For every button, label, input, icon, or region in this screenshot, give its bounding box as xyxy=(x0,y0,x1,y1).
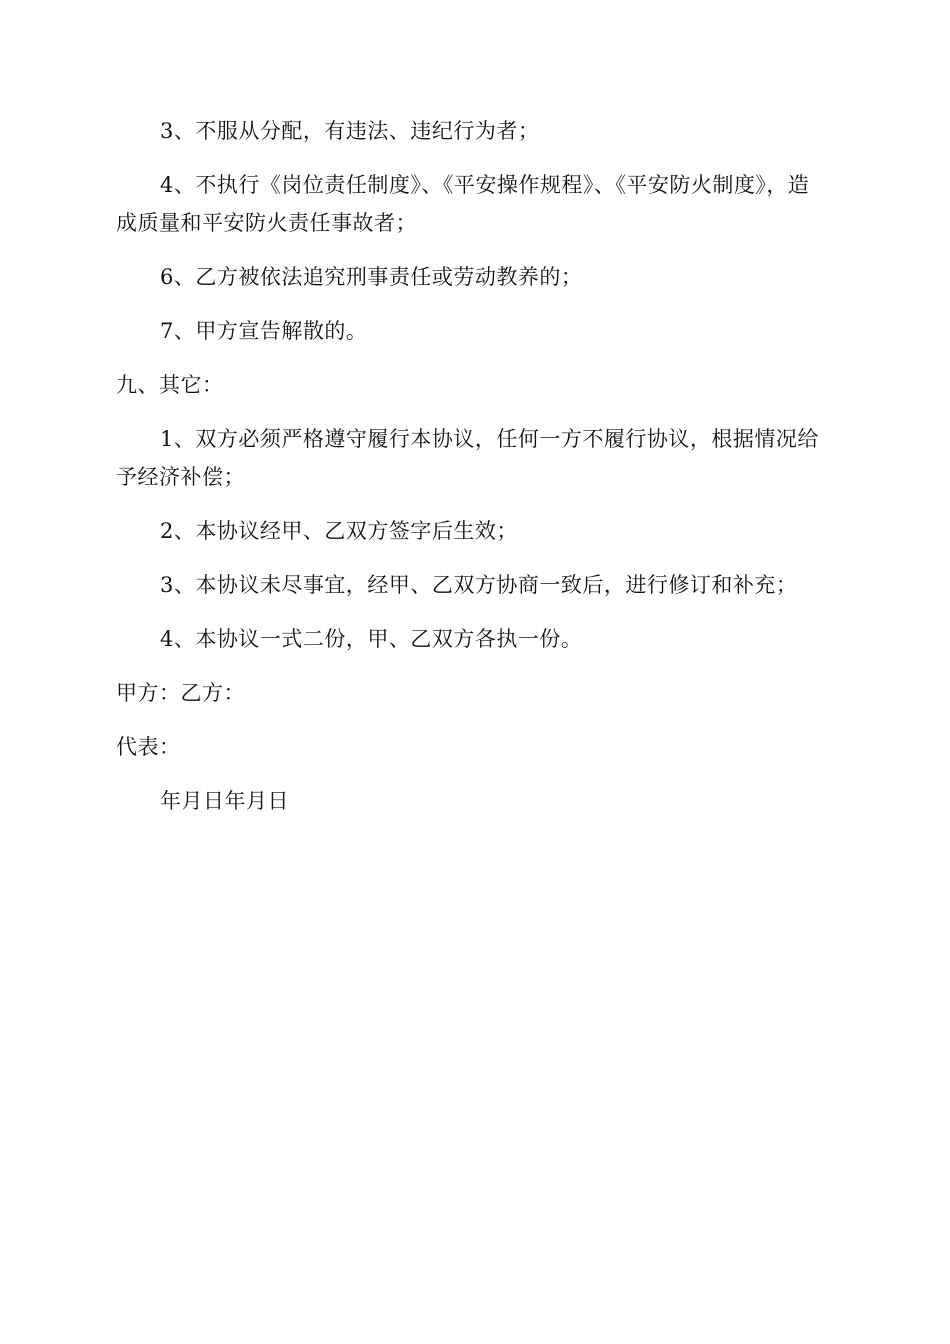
signature-parties: 甲方：乙方： xyxy=(116,681,245,705)
clause-item-7: 7、甲方宣告解散的。 xyxy=(160,319,368,343)
clause-item-3: 3、不服从分配，有违法、违纪行为者； xyxy=(160,119,540,143)
other-item-4: 4、本协议一式二份，甲、乙双方各执一份。 xyxy=(160,627,583,651)
other-item-3: 3、本协议未尽事宜，经甲、乙双方协商一致后，进行修订和补充； xyxy=(160,573,798,597)
other-item-2: 2、本协议经甲、乙双方签字后生效； xyxy=(160,519,518,543)
section-heading-other: 九、其它： xyxy=(116,373,224,397)
signature-dates: 年月日年月日 xyxy=(160,789,289,813)
signature-representative: 代表： xyxy=(116,735,181,759)
clause-item-6: 6、乙方被依法追究刑事责任或劳动教养的； xyxy=(160,265,583,289)
clause-item-4: 4、不执行《岗位责任制度》、《平安操作规程》、《平安防火制度》，造成质量和平安防火责任事故者； xyxy=(116,173,810,235)
other-item-1: 1、双方必须严格遵守履行本协议，任何一方不履行协议，根据情况给予经济补偿； xyxy=(116,427,819,489)
